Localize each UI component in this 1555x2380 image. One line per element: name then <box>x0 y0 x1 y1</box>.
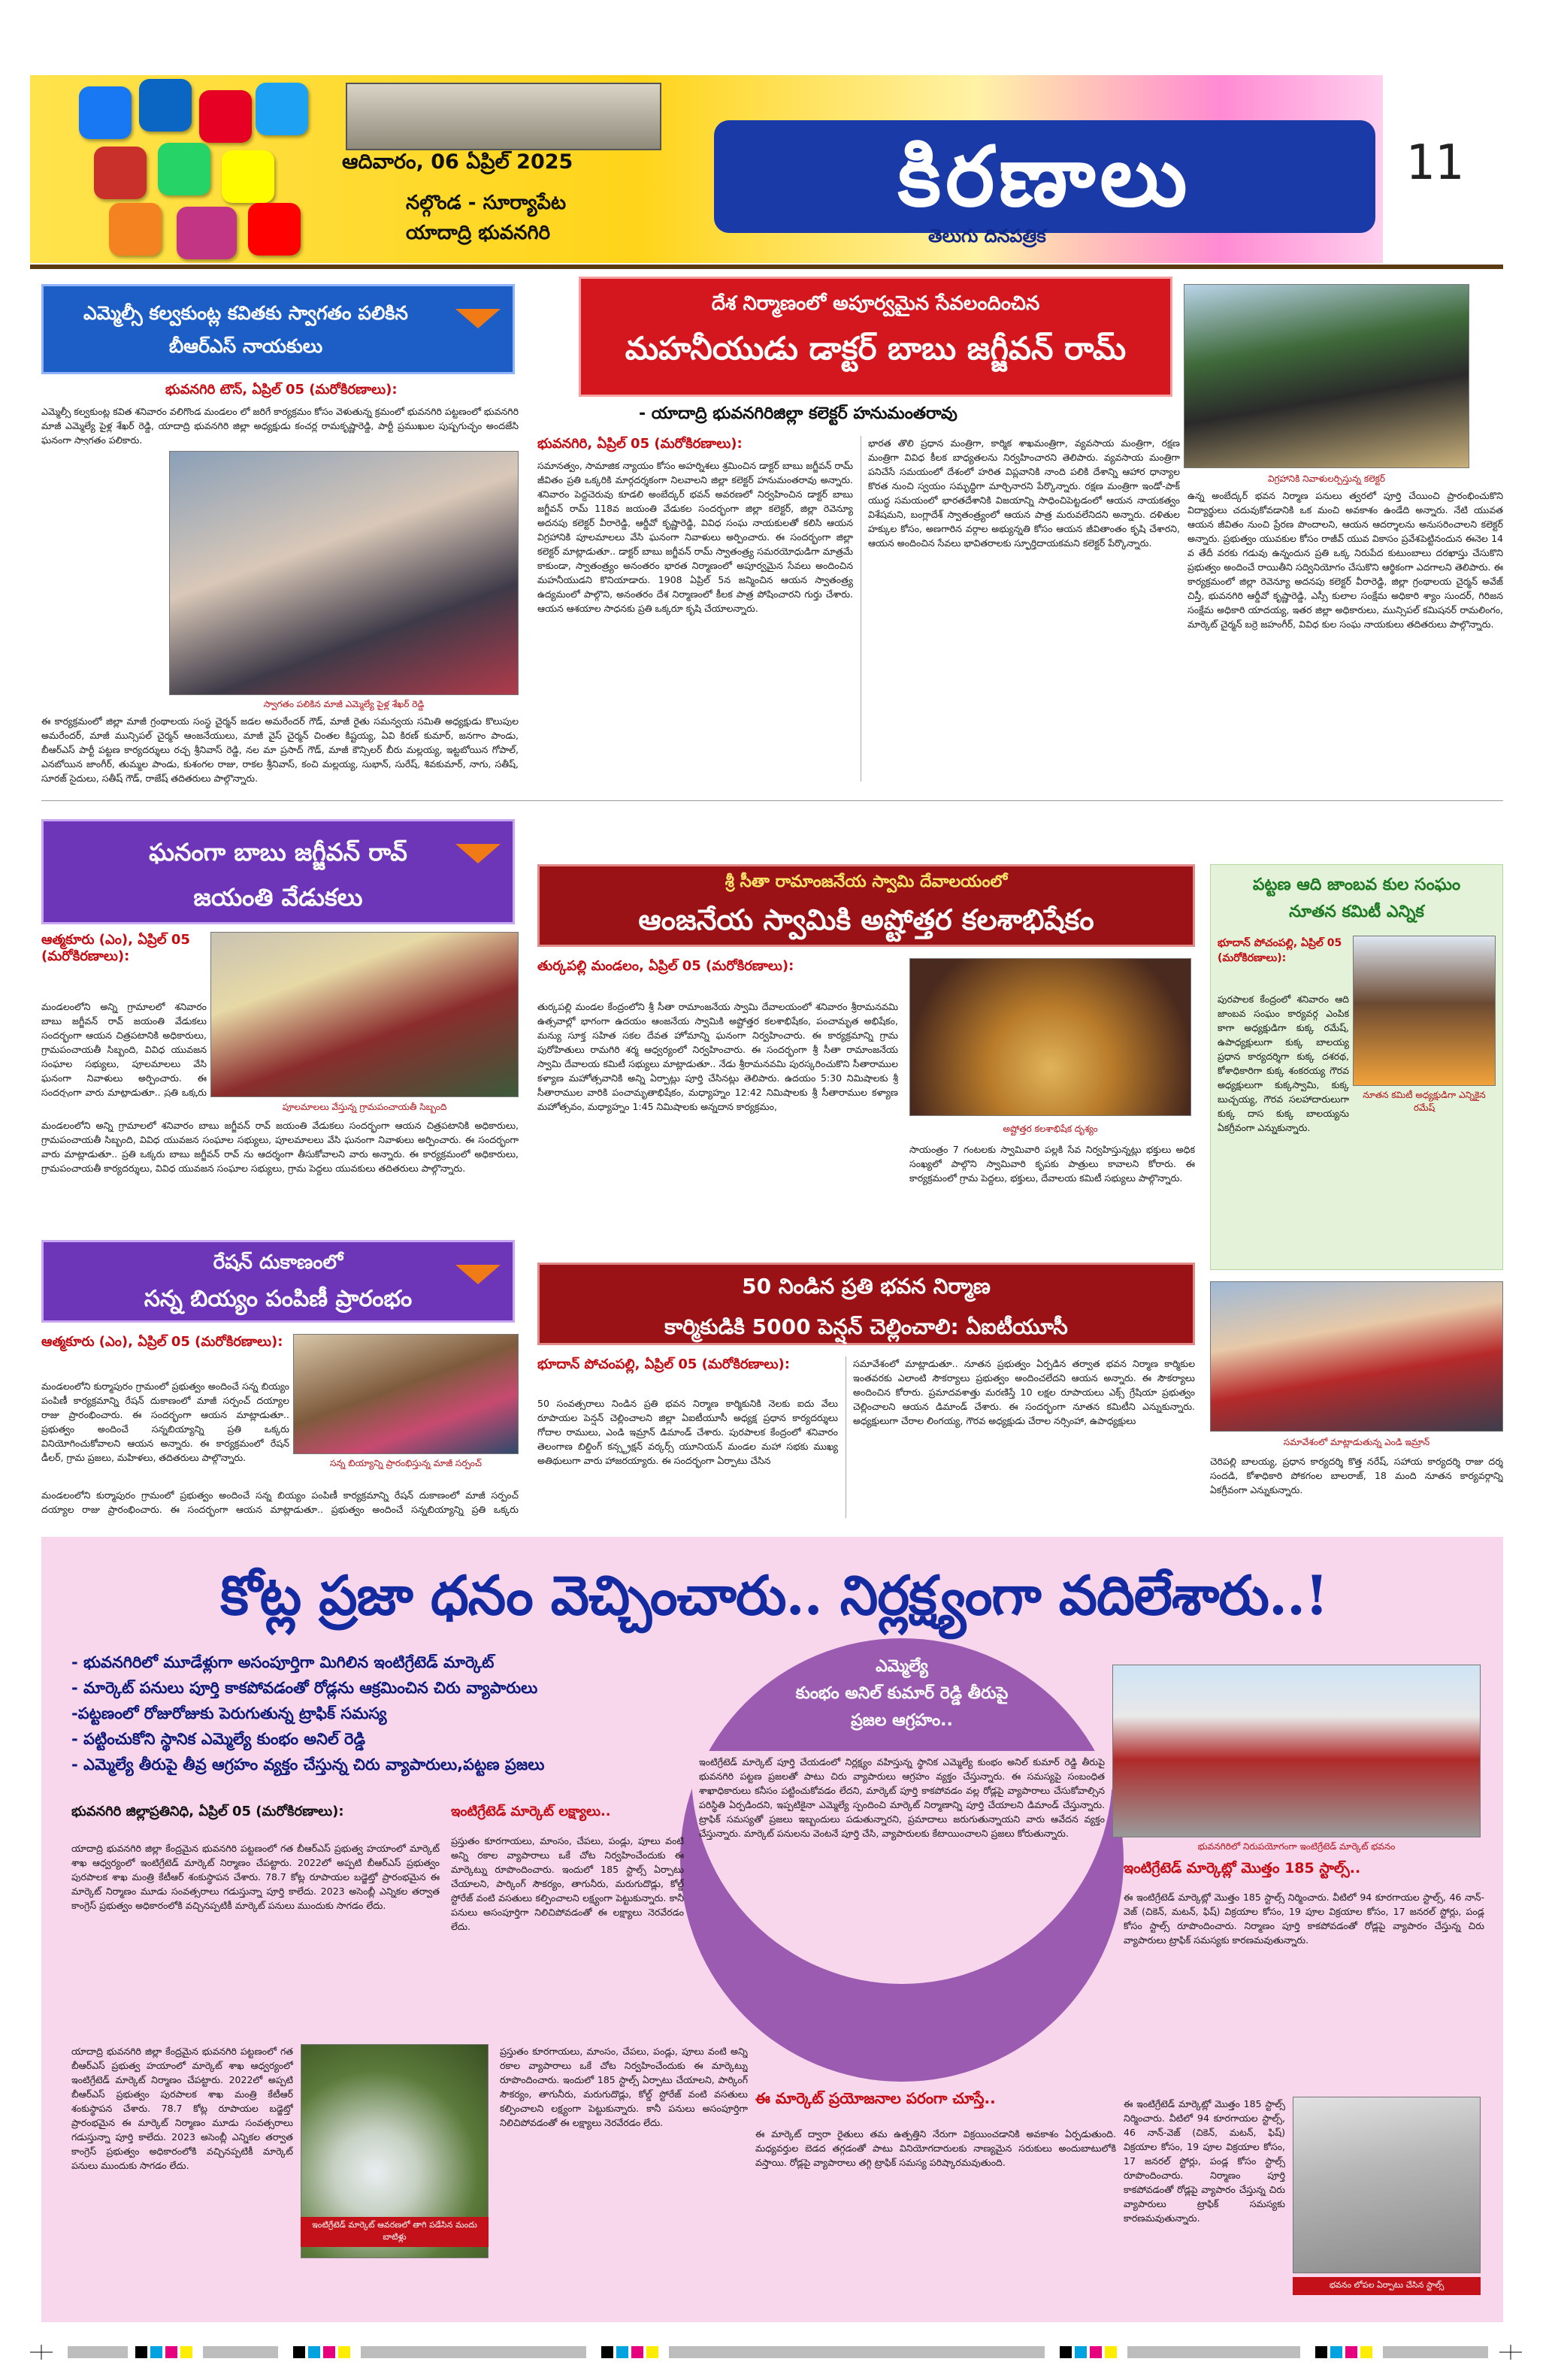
kavitha-dateline: భువనగిరి టౌన్, ఏప్రిల్ 05 (మరోకిరణాలు): <box>165 382 398 398</box>
stalls-photo-caption: భవనం లోపల ఏర్పాటు చేసిన స్టాల్స్ <box>1293 2277 1481 2295</box>
jayanti-heading-box <box>41 819 515 924</box>
temple-dam-photo <box>346 83 661 150</box>
ration-body: మండలంలోని కుర్మాపురం గ్రామంలో ప్రభుత్వం అందించే సన్న బియ్యం పంపిణీ కార్యక్రమాన్ని రేషన్ దుకాణంలో మాజీ సర్పంచ్ దయ్యాల రాజు ప్రారంభించారు. ఈ సందర్భంగా ఆయన మాట్లాడుతూ.. ప్రభుత్వం అందించే సన్నబియ్యాన్ని ప్రతి ఒక్కరు <box>41 1489 519 1515</box>
jambava-heading-line2: నూతన కమిటీ ఎన్నిక <box>1289 903 1424 921</box>
mla-callout-heading <box>718 1657 1086 1734</box>
ration-photo <box>293 1334 519 1454</box>
jayanti-photo <box>210 932 519 1097</box>
anjaneya-kicker: శ్రీ సీతా రామాంజనేయ స్వామి దేవాలయంలో <box>725 872 1008 891</box>
jagjivan-body-col2: భారత తొలి ప్రధాన మంత్రిగా, కార్మిక శాఖమంత్రిగా, వ్యవసాయ మంత్రిగా, రక్షణ మంత్రిగా వివిధ కీలక బాధ్యతలను నిర్వహించారని తెలిపారు. వ్యవసాయ మంత్రిగా పనిచేసే సమయంలో దేశంలో హరిత విప్లవానికి నాంది పలికి దేశాన్ని ఆహార ధాన్యాల కొరత నుంచి స్వయం సమృద్ధిగా మార్చినారని పేర్కొన్నారు. రక్షణ మంత్రిగా ఇండో-పాక్ యుద్ధ సమయంలో భారతదేశానికి విజయాన్ని సాధించిపెట్టడంలో ఆయన నాయకత్వం విశేషమని, బంగ్లాదేశ్ స్వాతంత్ర్యంలో ఆయన పాత్ర మరువలేనిదని అన్నారు. దళితుల హక్కుల కోసం, అణగారిన వర్గాల అభ్యున్నతి కోసం ఆయన జీవితాంతం కృషి చేశారని, ఆయన అందించిన సేవలు భావితరాలకు స్ఫూర్తిదాయకమని కలెక్టర్ పేర్కొన్నారు. <box>868 437 1180 549</box>
instagram-icon <box>177 207 237 259</box>
market-body-col2b: ప్రస్తుతం కూరగాయలు, మాంసం, చేపలు, పండ్లు, పూలు వంటి అన్ని రకాల వ్యాపారాలు ఒకే చోట నిర్వహించేందుకు ఈ మార్కెట్ను రూపొందించారు. ఇందులో 185 స్టాల్స్ ఏర్పాటు చేయాలని, పార్కింగ్ సౌకర్యం, తాగునీరు, మరుగుదొడ్లు, కోల్డ్ స్టోరేజ్ వంటి వసతులు కల్పించాలని లక్ష్యంగా పెట్టుకున్నారు. కానీ పనులు అసంపూర్తిగా నిలిచిపోవడంతో ఈ లక్ష్యాలు నెరవేరడం లేదు. <box>500 2046 748 2128</box>
market-body-col3: ఈ మార్కెట్ ద్వారా రైతులు తమ ఉత్పత్తిని నేరుగా విక్రయించడానికి అవకాశం ఏర్పడుతుంది. మధ్యవర్తుల బెడద తగ్గడంతో పాటు వినియోగదారులకు నాణ్యమైన సరుకులు అందుబాటులోకి వస్తాయి. రోడ్లపై వ్యాపారాలు తగ్గి ట్రాఫిక్ సమస్య పరిష్కారమవుతుంది. <box>755 2128 1116 2168</box>
anjaneya-body2: సాయంత్రం 7 గంటలకు స్వామివారి పల్లకి సేవ నిర్వహిస్తున్నట్లు భక్తులు అధిక సంఖ్యలో పాల్గొని స్వామివారి కృపకు పాత్రులు కావాలని కోరారు. ఈ కార్యక్రమంలో గ్రామ పెద్దలు, భక్తులు, దేవాలయ కమిటీ సభ్యులు పాల్గొన్నారు. <box>909 1144 1195 1184</box>
print-registration-bar <box>30 2345 1526 2360</box>
anjaneya-dateline: తుర్కపల్లి మండలం, ఏప్రిల్ 05 (మరోకిరణాలు): <box>537 958 794 974</box>
stalls-photo <box>1293 2097 1481 2273</box>
mla-callout-line2: కుంభం అనిల్ కుమార్ రెడ్డి తీరుపై <box>795 1684 1009 1703</box>
pension-heading-box <box>537 1263 1195 1345</box>
twitter-icon <box>256 83 308 135</box>
anjaneya-body: తుర్కపల్లి మండల కేంద్రంలోని శ్రీ సీతా రామాంజనేయ స్వామి దేవాలయంలో శనివారం శ్రీరామనవమి ఉత్సవాల్లో భాగంగా ఉదయం ఆంజనేయ స్వామికి అష్టోత్తర కలశాభిషేకం, పంచామృత అభిషేకం, మన్యు సూక్త సహిత సకల దేవత హోమాన్ని ఘనంగా నిర్వహించారు. ఈ కార్యక్రమాన్ని గ్రామ పురోహితులు రామగిరి శర్మ ఆధ్వర్యంలో నిర్వహించారు. ఈ సందర్భంగా శ్రీ సీతా రామాంజనేయ స్వామి దేవాలయ కమిటీ సభ్యులు మాట్లాడుతూ.. నేడు శ్రీరామనవమి పురస్కరించుకొని సీతారాముల కళ్యాణ మహోత్సవానికి అన్ని ఏర్పాట్లు పూర్తి చేసినట్లు తెలిపారు. ఉదయం 5:30 నిమిషాలకు శ్రీ సీతారాముల వారికి పంచామృతాభిషేకం, మధ్యాహ్నం 12:42 నిమిషాలకు శ్రీ సీతారాముల కళ్యాణ మహోత్సవం, మధ్యాహ్నం 1:45 నిమిషాలకు అన్నదాన కార్యక్రమం, <box>537 1001 898 1112</box>
jambava-heading-line1: పట్టణ ఆది జాంబవ కుల సంఘం <box>1252 875 1461 894</box>
jagjivan-heading: మహనీయుడు డాక్టర్ బాబు జగ్జీవన్ రామ్ <box>625 330 1127 367</box>
rss-icon <box>109 203 162 256</box>
ration-heading-line2: సన్న బియ్యం పంపిణీ ప్రారంభం <box>144 1286 413 1312</box>
market-building-photo <box>1112 1665 1481 1837</box>
kavitha-body: ఈ కార్యక్రమంలో జిల్లా మాజీ గ్రంథాలయ సంస్థ చైర్మన్ జడల అమరేందర్ గౌడ్, మాజీ రైతు సమన్వయ సమితి అధ్యక్షుడు కొలుపుల అమరేందర్, మాజీ మున్సిపల్ చైర్మన్ ఆంజనేయులు, మాజీ వైస్ చైర్మన్ చింతల కిష్టయ్య, ఏవి కిరణ్ కుమార్, జనగాం పాండు, బీఆర్ఎస్ పార్టీ పట్టణ కార్యదర్శులు రచ్చ శ్రీనివాస్ రెడ్డి, నల మా ప్రసాద్ గౌడ్, మాజీ కౌన్సిలర్ బీరు మల్లయ్య, ఇట్టబోయిన గోపాల్, ఎనబోయిన జాంగీర్, తుమ్మల పాండు, కుశంగల రాజు, రాకల శ్రీనివాస్, కంచి మల్లయ్య, సుభాన్, సురేష్, శివకుమార్, నాగు, సతీష్, సూరజ్ సైదులు, సతీష్ గౌడ్, రాజేష్ తదితరులు పాల్గొన్నారు. <box>41 715 519 784</box>
market-bullet: -పట్టణంలో రోజురోజుకు పెరుగుతున్న ట్రాఫిక్ సమస్య <box>71 1704 387 1722</box>
pension-dateline: భూదాన్ పోచంపల్లి, ఏప్రిల్ 05 (మరోకిరణాలు): <box>537 1356 790 1372</box>
linkedin-icon <box>139 79 192 132</box>
kalasha-photo-caption: అష్టోత్తర కలశాభిషేక దృశ్యం <box>1003 1123 1098 1134</box>
jagjivan-body-col3: ఉన్న అంబేద్కర్ భవన నిర్మాణ పనులు త్వరలో పూర్తి చేయించి ప్రారంభించుకొని విద్యార్థులు చదువుకోవడానికి ఒక మంచి అవకాశం ఉండేది అన్నారు. నేటి యువత ఆయన జీవితం నుంచి ప్రేరణ పొందాలని, ఆయన ఆదర్శాలను అనుసరించాలని కలెక్టర్ అన్నారు. ప్రభుత్వం యువకుల కోసం రాజీవ్ యువ వికాసం ప్రవేశపెట్టినందున ఈనెల 14 వ తేదీ వరకు గడువు ఉన్నందున ప్రతి ఒక్క నిరుపేద కుటుంబాలు దరఖాస్తు చేసుకొని ప్రభుత్వం అందించే రాయితీని సద్వినియోగం చేసుకొని ఆర్థికంగా ఎదగాలని తెలిపారు. ఈ కార్యక్రమంలో జిల్లా రెవెన్యూ అదనపు కలెక్టర్ వీరారెడ్డి, జిల్లా గ్రంథాలయ చైర్మన్ అవేజ్ చిస్తీ, భువనగిరి ఆర్డీవో కృష్ణారెడ్డి, ఎస్సీ కులాల సంక్షేమ అధికారి శ్యాం సుందర్, గిరిజన సంక్షేమ అధికారి యాదయ్య, ఇతర జిల్లా అధికారులు, మున్సిపల్ కమిషనర్ రామలింగం, మార్కెట్ చైర్మన్ బర్రె జహంగీర్, వివిధ కుల సంఘ నాయకులు తదితరులు పాల్గొన్నారు. <box>1187 490 1503 630</box>
jayanti-body: మండలంలోని అన్ని గ్రామాలలో శనివారం బాబు జగ్జీవన్ రావ్ జయంతి వేడుకలు సందర్భంగా ఆయన చిత్రపటానికి అధికారులు, గ్రామపంచాయతీ సిబ్బంది, వివిధ యువజన సంఘాల సభ్యులు, పూలమాలలు వేసి ఘనంగా నివాళులు అర్పించారు. ఈ సందర్భంగా వారు మాట్లాడుతూ.. ప్రతి ఒక్కరు బాబు జగ్జీవన్ రావ్ ను ఆదర్శంగా తీసుకోవాలని వారు అన్నారు. ఈ కార్యక్రమంలో అధికారులు, గ్రామపంచాయతీ కార్యదర్శులు, వివిధ యువజన సంఘాల సభ్యులు, గ్రామ పెద్దలు యువకులు తదితరులు పాల్గొన్నారు. <box>41 1120 519 1174</box>
market-feature-title: కోట్ల ప్రజా ధనం వెచ్చించారు.. నిర్లక్ష్యంగా వదిలేశారు..! <box>220 1563 1328 1627</box>
youtube-icon <box>94 147 147 199</box>
jambava-photo-caption: నూతన కమిటీ అధ్యక్షుడిగా ఎన్నికైన రమేష్ <box>1363 1090 1486 1113</box>
market-bullet: - పట్టించుకోని స్థానిక ఎమ్మెల్యే కుంభం అనిల్ రెడ్డి <box>71 1730 366 1748</box>
pension-body-col3: చెరిపల్లి బాలయ్య, ప్రధాన కార్యదర్శి కొత్త నరేష్, సహాయ కార్యదర్శి రాజు దర్శ సందడి, కోశాధికారి పోకగంల బాలరాజ్, 18 మంది నూతన కార్యవర్గాన్ని ఏకగ్రీవంగా ఎన్నుకున్నారు. <box>1210 1456 1503 1495</box>
ration-body-col1: మండలంలోని కుర్మాపురం గ్రామంలో ప్రభుత్వం అందించే సన్న బియ్యం పంపిణీ కార్యక్రమాన్ని రేషన్ దుకాణంలో మాజీ సర్పంచ్ దయ్యాల రాజు ప్రారంభించారు. ఈ సందర్భంగా ఆయన మాట్లాడుతూ.. ప్రభుత్వం అందించే సన్నబియ్యాన్ని ప్రతి ఒక్కరు వినియోగించుకోవాలని ఆయన అన్నారు. ఈ కార్యక్రమంలో రేషన్ డీలర్, గ్రామ ప్రజలు, మహిళలు, తదితరులు పాల్గొన్నారు. <box>41 1381 289 1463</box>
ration-photo-caption: సన్న బియ్యాన్ని ప్రారంభిస్తున్న మాజీ సర్పంచ్ <box>329 1458 482 1468</box>
jambava-body: పురపాలక కేంద్రంలో శనివారం ఆది జాంబవ సంఘం కార్యవర్గ ఎంపిక కాగా అధ్యక్షుడిగా కుక్క రమేష్, ఉపాధ్యక్షులుగా కుక్క బాలయ్య ప్రధాన కార్యదర్శిగా కుక్క దశరథ, కోశాధికారిగా కుక్క శంకరయ్య గౌరవ అధ్యక్షులుగా కుక్కస్వామి, కుక్క బుచ్చయ్య, గౌరవ సలహాదారులుగా కుక్క దాస కుక్క బాలయ్యను ఏకగ్రీవంగా ఎన్నుకున్నారు. <box>1218 993 1349 1133</box>
ration-heading-box <box>41 1240 515 1323</box>
pinterest-icon <box>199 90 252 143</box>
aituc-meeting-photo <box>1210 1281 1503 1432</box>
play-icon <box>248 203 301 256</box>
kalasha-photo <box>909 958 1191 1116</box>
market-body-col1b: యాదాద్రి భువనగిరి జిల్లా కేంద్రమైన భువనగిరి పట్టణంలో గత బీఆర్ఎస్ ప్రభుత్వ హయాంలో మార్కెట్ శాఖ ఆధ్వర్యంలో ఇంటిగ్రేటెడ్ మార్కెట్ నిర్మాణం చేపట్టారు. 2022లో అప్పటి బీఆర్ఎస్ ప్రభుత్వం పురపాలక శాఖ మంత్రి కేటీఆర్ శంకుస్థాపన చేశారు. 78.7 కోట్ల రూపాయల బడ్జెట్తో ప్రారంభమైన ఈ మార్కెట్ నిర్మాణం మూడు సంవత్సరాలు గడుస్తున్నా పూర్తి కాలేదు. 2023 అసెంబ్లీ ఎన్నికల తర్వాత కాంగ్రెస్ ప్రభుత్వం అధికారంలోకి వచ్చినప్పటికీ మార్కెట్ పనులు ముందుకు సాగడం లేదు. <box>71 2046 293 2171</box>
registration-mark-left <box>30 2345 53 2360</box>
ration-heading-line1: రేషన్ దుకాణంలో <box>213 1251 343 1274</box>
snapchat-icon <box>222 150 274 203</box>
mla-callout-line3: ప్రజల ఆగ్రహం.. <box>851 1711 953 1730</box>
jagjivan-dateline: భువనగిరి, ఏప్రిల్ 05 (మరోకిరణాలు): <box>537 436 743 452</box>
market-bullet: - భువనగిరిలో మూడేళ్లుగా అసంపూర్తిగా మిగిలిన ఇంటిగ్రేటెడ్ మార్కెట్ <box>71 1653 495 1671</box>
jayanti-heading-line2: జయంతి వేడుకలు <box>193 883 363 912</box>
down-arrow-icon <box>455 1265 501 1284</box>
newspaper-logo: కిరణాలు <box>714 120 1375 233</box>
aituc-photo-caption: సమావేశంలో మాట్లాడుతున్న ఎండి ఇమ్రాన్ <box>1283 1437 1430 1447</box>
whatsapp-icon <box>158 143 210 195</box>
jagjivan-body-col1: సమానత్వం, సామాజిక న్యాయం కోసం అహర్నిశలు శ్రమించిన డాక్టర్ బాబు జగ్జీవన్ రామ్ జీవితం ప్రతి ఒక్కరికి మార్గదర్శకంగా నిలవాలని జిల్లా కలెక్టర్ హనుమంతరావు అన్నారు. శనివారం పెద్దచెరువు కూడలి అంబేద్కర్ భవన్ అవరణలో నిర్వహించిన డాక్టర్ బాబు జగ్జీవన్ రామ్ 118వ జయంతి వేడుకల సందర్భంగా జిల్లా కలెక్టర్, జిల్లా రెవెన్యూ అదనపు కలెక్టర్ వీరారెడ్డి, ఆర్డీవో కృష్ణారెడ్డి, వివిధ సంఘ నాయకులతో కలిసి ఆయన విగ్రహానికి పూలమాలలు వేసి ఘనంగా నివాళులు అర్పించారు. ఈ సందర్భంగా జిల్లా కలెక్టర్ మాట్లాడుతూ.. డాక్టర్ బాబు జగ్జీవన్ రామ్ స్వాతంత్ర్య సమరయోధుడిగా మాత్రమే కాకుండా, స్వాతంత్ర్యం అనంతరం భారత నిర్మాణంలో అపూర్వమైన సేవలు అందించిన మహనీయుడని కొనియాడారు. 1908 ఏప్రిల్ 5న జన్మించిన ఆయన స్వాతంత్ర్య ఉద్యమంలో పాల్గొని, అనంతరం దేశ నిర్మాణంలో కీలక పాత్ర పోషించారని గుర్తు చేశారు. ఆయన ఆశయాల సాధనకు ప్రతి ఒక్కరూ కృషి చేయాలన్నారు. <box>537 460 853 614</box>
market-subhead-3: ఇంటిగ్రేటెడ్ మార్కెట్లో మొత్తం 185 స్టాల్స్.. <box>1124 1860 1361 1876</box>
kavitha-heading-text: ఎమ్మెల్సీ కల్వకుంట్ల కవితకు స్వాగతం పలికిన బీఆర్ఎస్ నాయకులు <box>83 302 408 357</box>
jayanti-heading-line1: ఘనంగా బాబు జగ్జీవన్ రావ్ <box>149 838 407 866</box>
mla-callout-line1: ఎమ్మెల్యే <box>876 1657 928 1676</box>
statue-photo-caption: విగ్రహానికి నివాళులర్పిస్తున్న కలెక్టర్ <box>1267 473 1386 484</box>
kavitha-photo-caption: స్వాగతం పలికిన మాజీ ఎమ్మెల్యే పైళ్ల శేఖర్ రెడ్డి <box>263 699 425 709</box>
jayanti-dateline: ఆత్మకూరు (ఎం), ఏప్రిల్ 05 (మరోకిరణాలు): <box>41 932 190 964</box>
market-bullets <box>71 1650 688 1777</box>
market-body-col4b: ఈ ఇంటిగ్రేటెడ్ మార్కెట్లో మొత్తం 185 స్టాల్స్ నిర్మించారు. వీటిలో 94 కూరగాయల స్టాల్స్, 46 నాన్-వెజ్ (చికెన్, మటన్, ఫిష్) విక్రయాల కోసం, 19 పూల విక్రయాల కోసం, 17 జనరల్ స్టోర్లు, పండ్ల కోసం స్టాల్స్ రూపొందించారు. నిర్మాణం పూర్తి కాకపోవడంతో రోడ్లపై వ్యాపారం చేస్తున్న చిరు వ్యాపారులు ట్రాఫిక్ సమస్యకు కారణమవుతున్నారు. <box>1124 2098 1285 2224</box>
market-bullet: - ఎమ్మెల్యే తీరుపై తీవ్ర ఆగ్రహం వ్యక్తం చేస్తున్న చిరు వ్యాపారులు,పట్టణ ప్రజలు <box>71 1756 545 1774</box>
mla-callout-body: ఇంటిగ్రేటెడ్ మార్కెట్ పూర్తి చేయడంలో నిర్లక్ష్యం వహిస్తున్న స్థానిక ఎమ్మెల్యే కుంభం అనిల్ కుమార్ రెడ్డి తీరుపై భువనగిరి పట్టణ ప్రజలతో పాటు చిరు వ్యాపారులు ఆగ్రహం వ్యక్తం చేస్తున్నారు. ఈ సమస్యపై సంబంధిత శాఖాధికారులు కనీసం పట్టించుకోవడం లేదని, మార్కెట్ పూర్తి కాకపోవడం వల్ల రోడ్లపై వ్యాపారాలు చేసుకోవాల్సిన పరిస్థితి ఏర్పడిందని, ఇప్పటికైనా ఎమ్మెల్యే స్పందించి మార్కెట్ నిర్మాణాన్ని పూర్తి చేయాలని డిమాండ్ చేస్తున్నారు. ట్రాఫిక్ సమస్యతో ప్రజలు ఇబ్బందులు పడుతున్నారని, ప్రమాదాలు జరుగుతున్నాయని వారు ఆవేదన వ్యక్తం చేస్తున్నారు. మార్కెట్ పనులను వెంటనే పూర్తి చేసి, వ్యాపారులకు కేటాయించాలని ప్రజలు కోరుతున్నారు. <box>699 1756 1105 1839</box>
market-body-col2: ప్రస్తుతం కూరగాయలు, మాంసం, చేపలు, పండ్లు, పూలు వంటి అన్ని రకాల వ్యాపారాలు ఒకే చోట నిర్వహించేందుకు ఈ మార్కెట్ను రూపొందించారు. ఇందులో 185 స్టాల్స్ ఏర్పాటు చేయాలని, పార్కింగ్ సౌకర్యం, తాగునీరు, మరుగుదొడ్లు, కోల్డ్ స్టోరేజ్ వంటి వసతులు కల్పించాలని లక్ష్యంగా పెట్టుకున్నారు. కానీ పనులు అసంపూర్తిగా నిలిచిపోవడంతో ఈ లక్ష్యాలు నెరవేరడం లేదు. <box>451 1835 684 1932</box>
edition-region-line1: నల్గొండ - సూర్యాపేట <box>406 192 567 214</box>
jayanti-body-lead: మండలంలోని అన్ని గ్రామాలలో శనివారం బాబు జగ్జీవన్ రావ్ జయంతి వేడుకలు సందర్భంగా ఆయన చిత్రపటానికి అధికారులు, గ్రామపంచాయతీ సిబ్బంది, వివిధ యువజన సంఘాల సభ్యులు, పూలమాలలు వేసి ఘనంగా నివాళులు అర్పించారు. ఈ సందర్భంగా వారు మాట్లాడుతూ.. ప్రతి ఒక్కరు <box>41 1001 207 1097</box>
jambava-dateline: భూదాన్ పోచంపల్లి, ఏప్రిల్ 05 (మరోకిరణాలు): <box>1218 937 1342 964</box>
jayanti-photo-caption: పూలమాలలు వేస్తున్న గ్రామపంచాయతీ సిబ్బంది <box>282 1102 447 1112</box>
pension-heading-line1: 50 నిండిన ప్రతి భవన నిర్మాణ <box>742 1274 991 1299</box>
jagjivan-heading-box <box>579 277 1172 397</box>
section-divider <box>41 800 1503 801</box>
newspaper-tagline: తెలుగు దినపత్రిక <box>928 225 1046 246</box>
kavitha-heading <box>41 284 515 374</box>
pension-body-col2: సమావేశంలో మాట్లాడుతూ.. నూతన ప్రభుత్వం ఏర్పడిన తర్వాత భవన నిర్మాణ కార్మికుల ఇంతవరకు ఎలాంటి సౌకర్యాలు ప్రభుత్వం అందించలేదని ఆయన అన్నారు. ఈ సౌకర్యాలు అందించిన కోరారు. ప్రమాదవశాత్తు మరణిస్తే 10 లక్షల రూపాయలు ఎక్స్ గ్రేషియా ప్రభుత్వం చెల్లించాలని ఆయన డిమాండ్ చేశారు. ఈ సందర్భంగా నూతన కమిటీని ఎన్నుకున్నారు. అధ్యక్షులుగా చేరాల లింగయ్య, గౌరవ అధ్యక్షుడు చేరాల నర్సింహా, ఉపాధ్యక్షులు <box>853 1358 1195 1426</box>
kavitha-welcome-photo <box>169 451 519 695</box>
issue-date: ఆదివారం, 06 ఏప్రిల్ 2025 <box>342 150 573 174</box>
market-building-caption: భువనగిరిలో నిరుపయోగంగా ఇంటిగ్రేటెడ్ మార్కెట్ భవనం <box>1197 1841 1396 1852</box>
facebook-icon <box>79 86 132 139</box>
social-media-collage <box>64 79 334 259</box>
masthead-rule <box>30 265 1503 269</box>
ration-dateline: ఆత్మకూరు (ఎం), ఏప్రిల్ 05 (మరోకిరణాలు): <box>41 1334 283 1350</box>
market-subhead-1: ఇంటిగ్రేటెడ్ మార్కెట్ లక్ష్యాలు.. <box>451 1804 611 1819</box>
market-bullet: - మార్కెట్ పనులు పూర్తి కాకపోవడంతో రోడ్లను ఆక్రమించిన చిరు వ్యాపారులు <box>71 1679 538 1697</box>
market-body-col1: యాదాద్రి భువనగిరి జిల్లా కేంద్రమైన భువనగిరి పట్టణంలో గత బీఆర్ఎస్ ప్రభుత్వ హయాంలో మార్కెట్ శాఖ ఆధ్వర్యంలో ఇంటిగ్రేటెడ్ మార్కెట్ నిర్మాణం చేపట్టారు. 2022లో అప్పటి బీఆర్ఎస్ ప్రభుత్వం పురపాలక శాఖ మంత్రి కేటీఆర్ శంకుస్థాపన చేశారు. 78.7 కోట్ల రూపాయల బడ్జెట్తో ప్రారంభమైన ఈ మార్కెట్ నిర్మాణం మూడు సంవత్సరాలు గడుస్తున్నా పూర్తి కాలేదు. 2023 అసెంబ్లీ ఎన్నికల తర్వాత కాంగ్రెస్ ప్రభుత్వం అధికారంలోకి వచ్చినప్పటికీ మార్కెట్ పనులు ముందుకు సాగడం లేదు. <box>71 1843 440 1911</box>
statue-tribute-photo <box>1184 284 1469 468</box>
market-body-col4: ఈ ఇంటిగ్రేటెడ్ మార్కెట్లో మొత్తం 185 స్టాల్స్ నిర్మించారు. వీటిలో 94 కూరగాయల స్టాల్స్, 46 నాన్-వెజ్ (చికెన్, మటన్, ఫిష్) విక్రయాల కోసం, 19 పూల విక్రయాల కోసం, 17 జనరల్ స్టోర్లు, పండ్ల కోసం స్టాల్స్ రూపొందించారు. నిర్మాణం పూర్తి కాకపోవడంతో రోడ్లపై వ్యాపారం చేస్తున్న చిరు వ్యాపారులు ట్రాఫిక్ సమస్యకు కారణమవుతున్నారు. <box>1124 1892 1484 1946</box>
pension-heading-line2: కార్మికుడికి 5000 పెన్షన్ చెల్లించాలి: ఏఐటీయూసీ <box>664 1314 1068 1339</box>
market-subhead-2: ఈ మార్కెట్ ప్రయోజనాల పరంగా చూస్తే.. <box>755 2089 996 2107</box>
jagjivan-kicker: దేశ నిర్మాణంలో అపూర్వమైన సేవలందించిన <box>711 292 1040 315</box>
down-arrow-icon <box>455 309 501 328</box>
pension-body-col1: 50 సంవత్సరాలు నిండిన ప్రతి భవన నిర్మాణ కార్మికునికి నెలకు ఐదు వేలు రూపాయల పెన్షన్ చెల్లించాలని జిల్లా ఏఐటీయూసీ అధ్యక్ష ప్రధాన కార్యదర్శులు గోదాల రాములు, ఎండి ఇమ్రాన్ డిమాండ్ చేశారు. పురపాలక కేంద్రంలో శనివారం తెలంగాణ బిల్డింగ్ కన్స్ట్రక్షన్ వర్కర్స్ యూనియన్ మండల మహా సభకు ముఖ్య అతిథులుగా వారు హాజరయ్యారు. ఈ సందర్భంగా ఏర్పాటు చేసిన <box>537 1398 838 1466</box>
registration-mark-right <box>1499 2345 1522 2360</box>
market-dateline: భువనగిరి జిల్లాప్రతినిధి, ఏప్రిల్ 05 (మరోకిరణాలు): <box>71 1804 344 1819</box>
rameshu-portrait <box>1353 936 1496 1086</box>
edition-region-line2: యాదాద్రి భువనగిరి <box>406 222 551 244</box>
down-arrow-icon <box>455 844 501 863</box>
anjaneya-heading: ఆంజనేయ స్వామికి అష్టోత్తర కలశాభిషేకం <box>638 903 1094 936</box>
page-number: 11 <box>1405 135 1464 191</box>
bottles-photo-caption: ఇంటిగ్రేటెడ్ మార్కెట్ ఆవరణలో తాగి పడేసిన మందు బాటిళ్లు <box>301 2217 489 2247</box>
jagjivan-subhead: - యాదాద్రి భువనగిరిజిల్లా కలెక్టర్ హనుమంతరావు <box>639 404 958 423</box>
kavitha-intro: ఎమ్మెల్సీ కల్వకుంట్ల కవిత శనివారం వలిగొండ మండలం లో జరిగే కార్యక్రమం కోసం వెళుతున్న క్రమంలో భువనగిరి పట్టణంలో భువనగిరి మాజీ ఎమ్మెల్యే పైళ్ల శేఖర్ రెడ్డి, యాదాద్రి భువనగిరి జిల్లా అధ్యక్షుడు కంచర్ల రామకృష్ణారెడ్డి, పార్టీ ప్రముఖుల పుష్పగుచ్ఛం అందజేసి ఘనంగా స్వాగతం పలికారు. <box>41 406 519 445</box>
anjaneya-heading-box <box>537 864 1195 947</box>
jambava-heading <box>1218 872 1496 926</box>
